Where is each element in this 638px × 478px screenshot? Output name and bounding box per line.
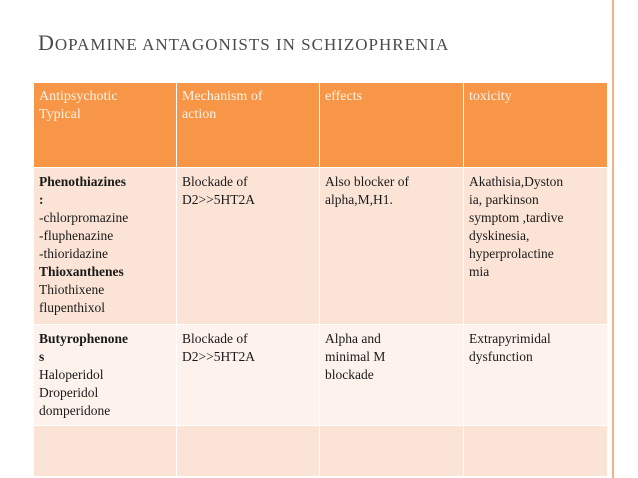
header-text-line: action <box>182 107 217 122</box>
cell-text-line: Blockade of <box>182 174 248 189</box>
header-toxicity <box>464 83 608 168</box>
slide-title <box>38 30 449 56</box>
table-row <box>34 426 608 477</box>
table-row <box>34 168 608 325</box>
cell-text-line: s <box>39 349 45 364</box>
cell-text-line: Thiothixene <box>39 282 105 297</box>
cell-text-line: : <box>39 192 44 207</box>
cell-text-line: Droperidol <box>39 385 99 400</box>
header-text-line: effects <box>325 89 363 104</box>
cell-text-line: Extrapyrimidal <box>469 331 551 346</box>
slide-title-initial: D <box>38 30 55 55</box>
table-header-row <box>34 83 608 168</box>
slide-accent-line <box>612 0 614 478</box>
cell-text-line: Haloperidol <box>39 367 104 382</box>
header-text-line: toxicity <box>469 89 512 104</box>
cell-text-line: D2>>5HT2A <box>182 349 255 364</box>
cell-text-line: Phenothiazines <box>39 174 127 189</box>
cell-text-line: alpha,M,H1. <box>325 192 393 207</box>
table-cell <box>320 325 464 426</box>
cell-text-line: dyskinesia, <box>469 228 530 243</box>
table-row <box>34 325 608 426</box>
cell-text-line: Akathisia,Dyston <box>469 174 564 189</box>
table-cell <box>177 426 320 477</box>
table-cell <box>320 168 464 325</box>
cell-text-line: Also blocker of <box>325 174 409 189</box>
header-mechanism <box>177 83 320 168</box>
table-cell <box>464 168 608 325</box>
cell-text-line: ia, parkinson <box>469 192 539 207</box>
header-text-line: Mechanism of <box>182 89 263 104</box>
table-cell <box>177 168 320 325</box>
header-effects <box>320 83 464 168</box>
cell-text-line: mia <box>469 264 490 279</box>
cell-text-line: domperidone <box>39 403 111 418</box>
table-cell <box>177 325 320 426</box>
cell-text-line: symptom ,tardive <box>469 210 564 225</box>
header-text-line: Typical <box>39 107 81 122</box>
cell-text-line: dysfunction <box>469 349 533 364</box>
slide-title-rest: OPAMINE ANTAGONISTS IN SCHIZOPHRENIA <box>54 35 450 54</box>
cell-text-line: flupenthixol <box>39 300 105 315</box>
table-cell <box>34 168 177 325</box>
table-cell <box>320 426 464 477</box>
table-cell <box>464 325 608 426</box>
table-cell <box>34 426 177 477</box>
cell-text-line: D2>>5HT2A <box>182 192 255 207</box>
drug-table <box>33 82 608 477</box>
table-cell <box>34 325 177 426</box>
cell-text-line: Thioxanthenes <box>39 264 124 279</box>
cell-text-line: blockade <box>325 367 374 382</box>
cell-text-line: minimal M <box>325 349 386 364</box>
header-text-line: Antipsychotic <box>39 89 118 104</box>
cell-text-line: Butyrophenone <box>39 331 129 346</box>
cell-text-line: -chlorpromazine <box>39 210 129 225</box>
table-cell <box>464 426 608 477</box>
cell-text-line: hyperprolactine <box>469 246 554 261</box>
header-antipsychotic <box>34 83 177 168</box>
cell-text-line: -fluphenazine <box>39 228 114 243</box>
cell-text-line: Blockade of <box>182 331 248 346</box>
cell-text-line: -thioridazine <box>39 246 108 261</box>
cell-text-line: Alpha and <box>325 331 381 346</box>
